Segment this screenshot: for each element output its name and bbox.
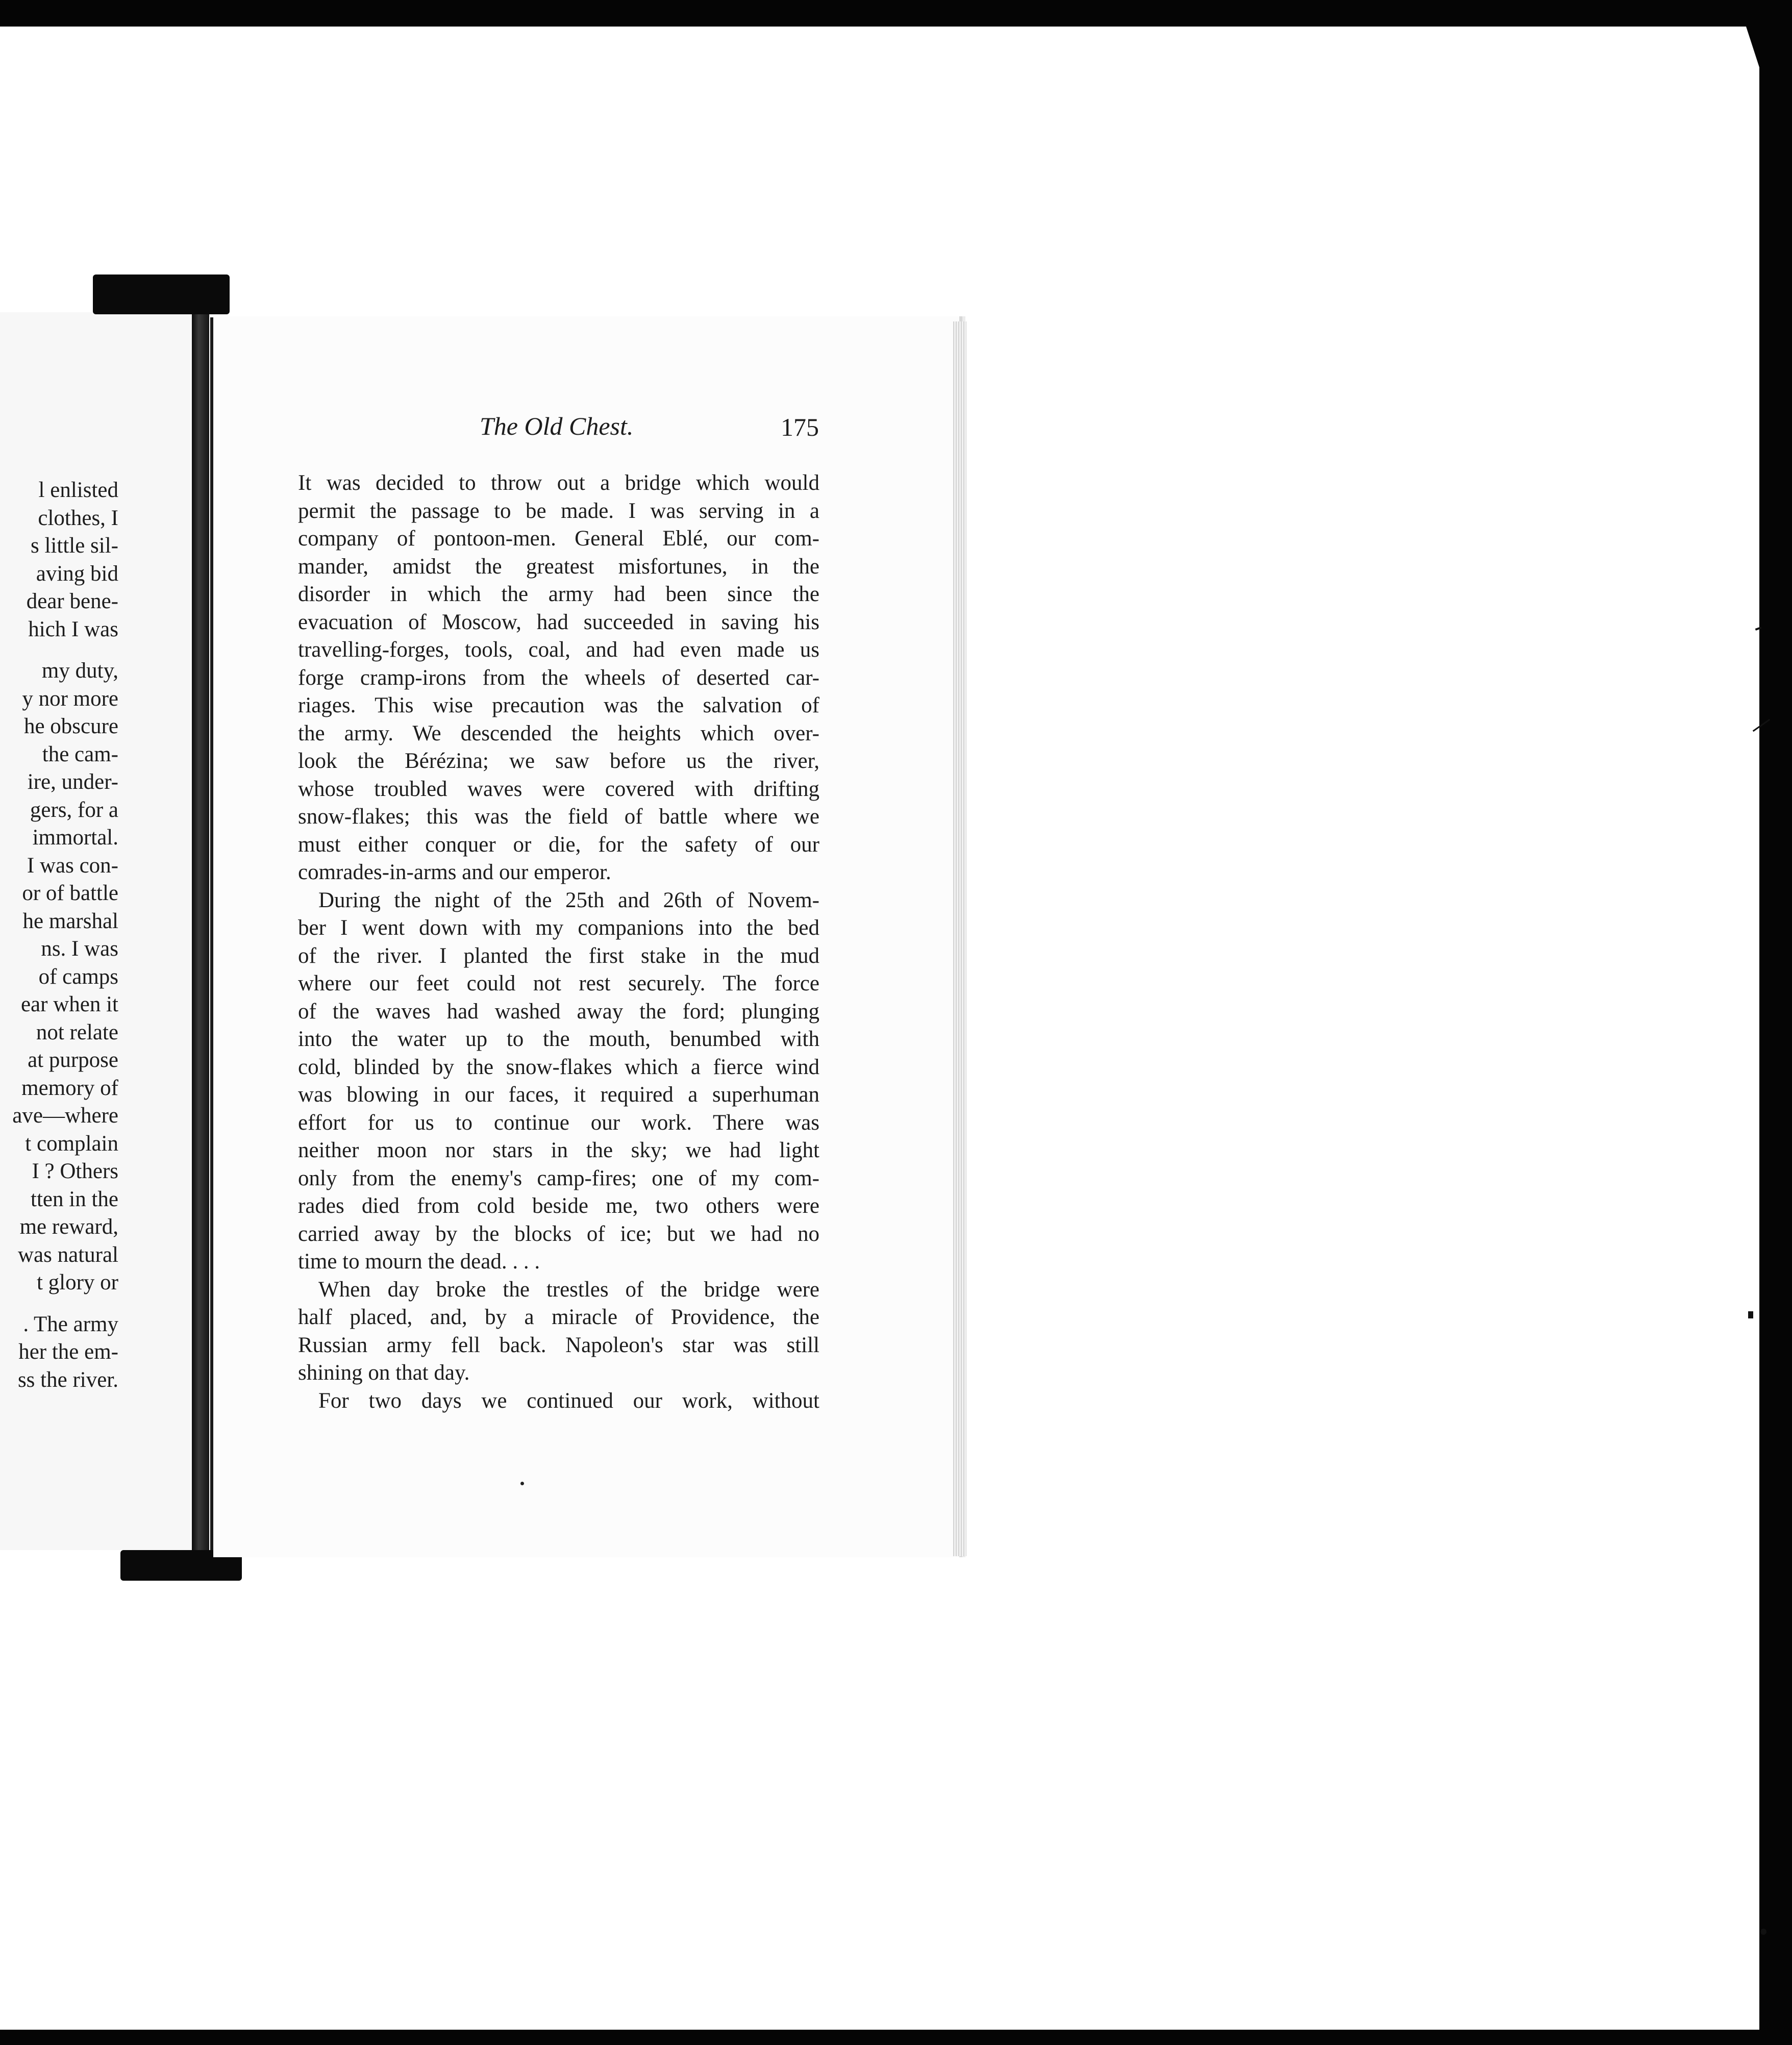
running-head: The Old Chest. bbox=[480, 412, 634, 440]
text-line: comrades-in-arms and our emperor. bbox=[298, 860, 611, 884]
left-line: aving bid bbox=[36, 561, 118, 586]
film-border-right bbox=[1759, 0, 1792, 2045]
left-line: dear bene- bbox=[26, 589, 118, 613]
text-line: riages. This wise precaution was the salvation of bbox=[298, 693, 819, 717]
left-line: ave—where bbox=[12, 1104, 118, 1128]
left-line: ns. I was bbox=[41, 937, 118, 961]
left-line: at purpose bbox=[28, 1048, 118, 1072]
text-line: cold, blinded by the snow-flakes which a fierce wind bbox=[298, 1055, 819, 1079]
body-text bbox=[298, 469, 819, 1415]
film-scratch bbox=[1748, 1311, 1753, 1318]
left-line: y nor more bbox=[22, 686, 118, 711]
text-line: neither moon nor stars in the sky; we had light bbox=[298, 1138, 819, 1162]
left-page-text bbox=[0, 477, 118, 1394]
left-line: immortal. bbox=[32, 826, 118, 850]
left-line: gers, for a bbox=[30, 797, 118, 822]
text-line: Russian army fell back. Napoleon's star was still bbox=[298, 1333, 819, 1357]
text-line: only from the enemy's camp-fires; one of my com- bbox=[298, 1166, 819, 1190]
left-line: the cam- bbox=[42, 742, 118, 766]
left-line: her the em- bbox=[18, 1340, 118, 1364]
ink-speck bbox=[520, 1482, 524, 1485]
text-line: travelling-forges, tools, coal, and had even made us bbox=[298, 638, 819, 662]
text-line: company of pontoon-men. General Eblé, our com- bbox=[298, 527, 819, 551]
text-line: half placed, and, by a miracle of Providence, the bbox=[298, 1305, 819, 1329]
left-line: I ? Others bbox=[32, 1159, 118, 1183]
text-line: forge cramp-irons from the wheels of deserted car- bbox=[298, 665, 819, 690]
text-line: mander, amidst the greatest misfortunes, in the bbox=[298, 554, 819, 579]
left-line: . The army bbox=[23, 1312, 118, 1336]
paragraph-gap bbox=[0, 643, 118, 657]
text-line: evacuation of Moscow, had succeeded in saving his bbox=[298, 610, 819, 634]
left-line: clothes, I bbox=[38, 506, 118, 530]
left-line: of camps bbox=[38, 964, 118, 989]
left-line: ss the river. bbox=[17, 1367, 118, 1392]
text-line: carried away by the blocks of ice; but we had no bbox=[298, 1221, 819, 1246]
text-line: into the water up to the mouth, benumbed with bbox=[298, 1027, 819, 1051]
text-line: time to mourn the dead. . . . bbox=[298, 1250, 540, 1274]
left-line: hich I was bbox=[28, 617, 118, 641]
left-page bbox=[0, 312, 198, 1550]
text-line: was blowing in our faces, it required a superhuman bbox=[298, 1083, 819, 1107]
book-spine bbox=[192, 312, 209, 1550]
text-line: effort for us to continue our work. There was bbox=[298, 1110, 819, 1135]
paragraph-gap bbox=[0, 1297, 118, 1311]
page-clamp-top bbox=[93, 275, 230, 314]
left-line: s little sil- bbox=[31, 534, 118, 558]
left-line: memory of bbox=[21, 1076, 118, 1100]
text-line: whose troubled waves were covered with drifting bbox=[298, 777, 819, 801]
left-line: not relate bbox=[36, 1020, 118, 1044]
text-line: shining on that day. bbox=[298, 1361, 470, 1385]
film-scratch bbox=[1760, 1929, 1766, 1935]
left-line: ear when it bbox=[20, 992, 118, 1016]
text-line: ber I went down with my companions into the bed bbox=[298, 916, 819, 940]
text-line: For two days we continued our work, without bbox=[318, 1388, 819, 1413]
left-line: t glory or bbox=[36, 1270, 118, 1294]
left-line: he obscure bbox=[23, 714, 118, 738]
text-line: disorder in which the army had been since the bbox=[298, 582, 819, 606]
page-number: 175 bbox=[781, 413, 819, 441]
left-line: he marshal bbox=[22, 909, 118, 933]
text-line: permit the passage to be made. I was serving in a bbox=[298, 498, 819, 523]
text-line: of the waves had washed away the ford; plunging bbox=[298, 999, 819, 1024]
text-line: rades died from cold beside me, two others were bbox=[298, 1194, 819, 1218]
film-border-corner bbox=[1746, 27, 1759, 67]
film-border-bottom bbox=[0, 2030, 1792, 2045]
text-line: look the Bérézina; we saw before us the river, bbox=[298, 749, 819, 773]
left-line: t complain bbox=[25, 1131, 118, 1156]
film-border-top bbox=[0, 0, 1792, 27]
left-line: tten in the bbox=[31, 1187, 118, 1211]
text-line: It was decided to throw out a bridge which would bbox=[298, 471, 819, 495]
text-line: When day broke the trestles of the bridge were bbox=[318, 1277, 819, 1302]
left-line: or of battle bbox=[22, 881, 118, 905]
page-edges bbox=[953, 321, 966, 1556]
text-line: snow-flakes; this was the field of battle where we bbox=[298, 805, 819, 829]
text-line: where our feet could not rest securely. The force bbox=[298, 971, 819, 995]
left-line: was natural bbox=[17, 1242, 118, 1267]
left-line: I was con- bbox=[27, 853, 118, 878]
text-line: must either conquer or die, for the safety of our bbox=[298, 832, 819, 857]
left-line: my duty, bbox=[41, 659, 118, 683]
text-line: During the night of the 25th and 26th of Novem- bbox=[318, 888, 819, 912]
text-line: the army. We descended the heights which over- bbox=[298, 721, 819, 745]
text-line: of the river. I planted the first stake in the mud bbox=[298, 943, 819, 968]
left-line: l enlisted bbox=[38, 478, 118, 502]
left-line: me reward, bbox=[19, 1215, 118, 1239]
left-line: ire, under- bbox=[27, 770, 118, 794]
